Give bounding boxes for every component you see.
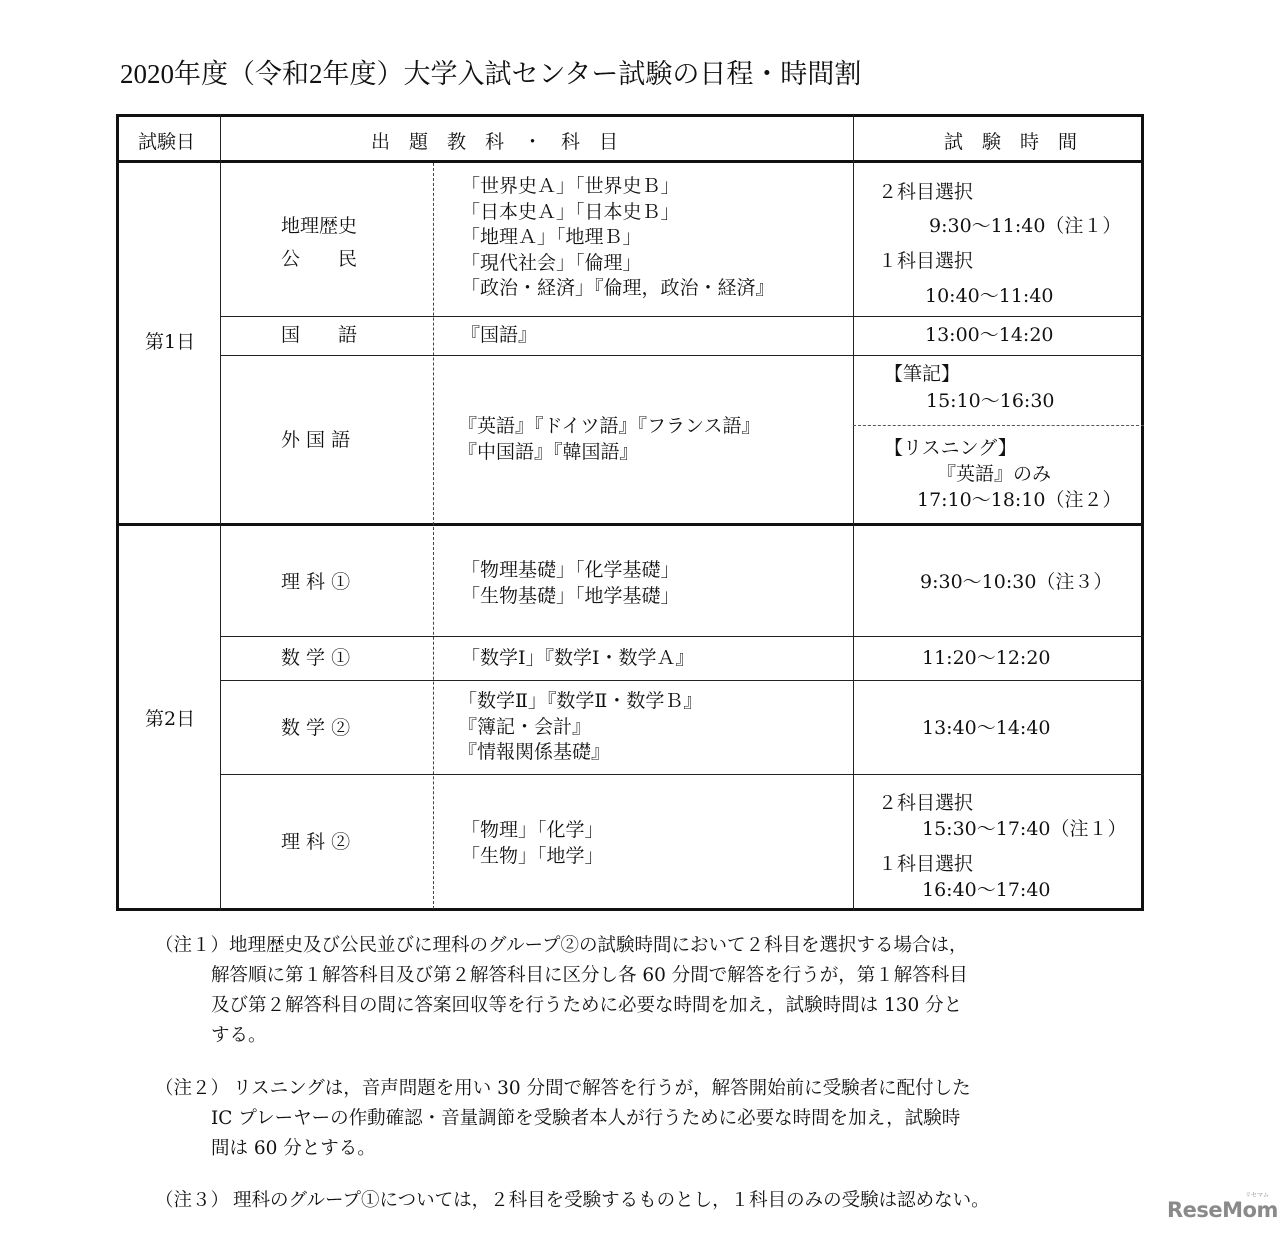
note-label: （注３） <box>155 1190 230 1211</box>
subject-list <box>461 174 775 302</box>
time-value: 16:40～17:40 <box>922 879 1051 901</box>
category-cell: 国 語 <box>281 324 358 346</box>
subject-list <box>458 414 760 465</box>
col-divider-dashed <box>433 163 434 909</box>
header-day: 試験日 <box>138 131 196 153</box>
day-divider <box>116 523 1144 526</box>
note-2 <box>155 1074 1135 1164</box>
col-divider-time <box>853 114 854 911</box>
time-value: 13:00～14:20 <box>925 324 1054 346</box>
day-label-1: 第1日 <box>145 331 196 353</box>
subject-line: 「物理」「化学」 <box>461 819 604 841</box>
header-time: 試 験 時 間 <box>944 131 1078 153</box>
resemom-logo <box>1167 1192 1278 1222</box>
time-section-heading: 【筆記】 <box>884 363 961 385</box>
category-line: 公 民 <box>281 248 358 270</box>
subject-line: 「世界史Ａ」「世界史Ｂ」 <box>461 175 680 197</box>
col-divider-day <box>220 114 221 911</box>
time-note: 『英語』のみ <box>937 463 1052 485</box>
subject-list <box>461 558 680 609</box>
row-divider <box>220 316 1144 317</box>
note-line: 及び第２解答科目の間に答案回収等を行うために必要な時間を加え，試験時間は 130 分と <box>211 995 963 1016</box>
note-line: 理科のグループ①については，２科目を受験するものとし，１科目のみの受験は認めない。 <box>233 1190 990 1211</box>
time-section-heading: 【リスニング】 <box>884 437 1017 459</box>
note-line: する。 <box>211 1025 267 1046</box>
time-section-divider <box>853 425 1144 426</box>
category-cell: 数 学 ② <box>281 717 351 739</box>
row-divider <box>220 774 1144 775</box>
note-3 <box>155 1186 1135 1216</box>
subject-line: 「地理Ａ」「地理Ｂ」 <box>461 226 642 248</box>
subject-line: 「物理基礎」「化学基礎」 <box>461 559 680 581</box>
time-value: 15:10～16:30 <box>926 390 1055 412</box>
category-line: 地理歴史 <box>281 215 358 237</box>
row-divider <box>220 636 1144 637</box>
time-value: 13:40～14:40 <box>922 717 1051 739</box>
category-cell: 理 科 ① <box>281 571 351 593</box>
note-1 <box>155 931 1135 1051</box>
page-title: 2020年度（令和2年度）大学入試センター試験の日程・時間割 <box>120 59 862 89</box>
header-divider <box>116 160 1144 163</box>
time-value: 9:30～11:40（注１） <box>929 215 1122 237</box>
subject-line: 『簿記・会計』 <box>458 715 592 738</box>
category-cell: 外 国 語 <box>281 429 351 451</box>
subject-line: 「数学Ⅱ」『数学Ⅱ・数学Ｂ』 <box>458 690 703 712</box>
time-label: １科目選択 <box>878 250 974 272</box>
subject-line: 「日本史Ａ」「日本史Ｂ」 <box>461 200 680 223</box>
category-cell: 数 学 ① <box>281 647 351 669</box>
logo-kana: リセマム <box>1245 1192 1269 1199</box>
note-line: IC プレーヤーの作動確認・音量調節を受験者本人が行うために必要な時間を加え，試験時 <box>211 1108 961 1129</box>
subject-line: 「生物」「地学」 <box>461 844 604 867</box>
row-divider <box>220 680 1144 681</box>
time-value: 11:20～12:20 <box>922 647 1051 669</box>
subject-line: 「政治・経済」『倫理，政治・経済』 <box>461 277 775 299</box>
category-cell: 理 科 ② <box>281 831 351 853</box>
subject-list <box>458 689 702 766</box>
note-line: 地理歴史及び公民並びに理科のグループ②の試験時間において２科目を選択する場合は， <box>229 935 968 956</box>
note-line: 間は 60 分とする。 <box>211 1138 376 1159</box>
subject-line: 『情報関係基礎』 <box>458 741 611 763</box>
time-value: 9:30～10:30（注３） <box>920 571 1113 593</box>
time-label: １科目選択 <box>878 853 974 875</box>
subject-line: 「生物基礎」「地学基礎」 <box>461 584 680 607</box>
subject-list <box>461 818 604 869</box>
subject-line: 「現代社会」「倫理」 <box>461 251 642 274</box>
logo-text: ReseMom <box>1167 1198 1278 1222</box>
time-label: ２科目選択 <box>878 792 974 814</box>
day-label-2: 第2日 <box>145 708 196 730</box>
note-label: （注１） <box>155 935 230 956</box>
subject-line: 『国語』 <box>461 324 538 346</box>
time-value: 10:40～11:40 <box>925 285 1054 307</box>
subject-line: 『英語』『ドイツ語』『フランス語』 <box>458 415 761 437</box>
note-line: 解答順に第１解答科目及び第２解答科目に区分し各 60 分間で解答を行うが，第１解答科目 <box>211 965 968 986</box>
category-cell <box>281 210 357 276</box>
note-label: （注２） <box>155 1078 230 1099</box>
header-subjects: 出 題 教 科 ・ 科 目 <box>371 131 619 153</box>
time-value: 17:10～18:10（注２） <box>917 489 1122 511</box>
subject-line: 「数学Ⅰ」『数学Ⅰ・数学Ａ』 <box>461 647 695 669</box>
time-value: 15:30～17:40（注１） <box>922 818 1127 840</box>
subject-line: 『中国語』『韓国語』 <box>458 440 639 463</box>
note-line: リスニングは，音声問題を用い 30 分間で解答を行うが，解答開始前に受験者に配付した <box>233 1078 971 1099</box>
row-divider <box>220 355 1144 356</box>
time-label: ２科目選択 <box>878 181 974 203</box>
